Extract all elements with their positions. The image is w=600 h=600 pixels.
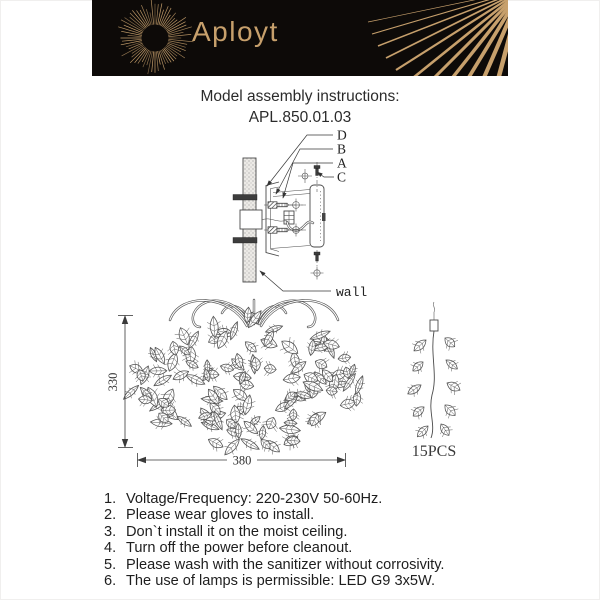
instruction-item: 4. Turn off the power before cleanout.: [104, 540, 353, 557]
wall-section: [233, 158, 262, 282]
branch-stem: [431, 331, 434, 438]
wall-label: wall: [336, 285, 368, 300]
instruction-item: 1. Voltage/Frequency: 220-230V 50-60Hz.: [104, 491, 383, 507]
dimension-width: [137, 453, 346, 468]
instruction-item: 5. Please wash with the sanitizer without corrosivity.: [104, 556, 445, 573]
parts-count-label: 15PCS: [411, 443, 457, 460]
part-label-b: B: [337, 141, 347, 157]
instruction-item: 2. Please wear gloves to install.: [104, 507, 315, 524]
lamp-backplate: [310, 185, 326, 247]
part-label-a: A: [337, 155, 347, 171]
part-callouts: [267, 128, 347, 199]
part-label-c: C: [337, 169, 347, 185]
height-value: 330: [106, 372, 120, 392]
bottom-fixing-screw: [311, 250, 324, 280]
junction-box: [240, 210, 262, 229]
model-number: APL.850.01.03: [248, 109, 352, 126]
instruction-list: [104, 491, 445, 589]
instruction-item: 3. Don`t install it on the moist ceiling.: [104, 523, 348, 540]
brand-logo-text: Aployt: [192, 16, 279, 47]
lamp-dimension-drawing: [106, 300, 365, 468]
dimension-height: [106, 315, 133, 448]
mounting-diagram: [233, 128, 367, 301]
backplate-connector: [322, 213, 326, 221]
terminal-block: [284, 211, 294, 224]
width-value: 380: [232, 453, 252, 468]
wall-anchor-screw: [233, 238, 257, 244]
leaf-cluster: [124, 307, 365, 455]
branch-connector: [430, 320, 438, 331]
part-label-d: D: [337, 127, 347, 143]
page-title: Model assembly instructions:: [200, 88, 400, 105]
leaf-branch-part: [408, 302, 462, 460]
wall-callout: [260, 271, 367, 300]
branch-leaves: [408, 338, 462, 439]
wall-anchor-screw: [233, 195, 257, 201]
instruction-item: 6. The use of lamps is permissible: LED G9 3x5W.: [104, 573, 436, 590]
